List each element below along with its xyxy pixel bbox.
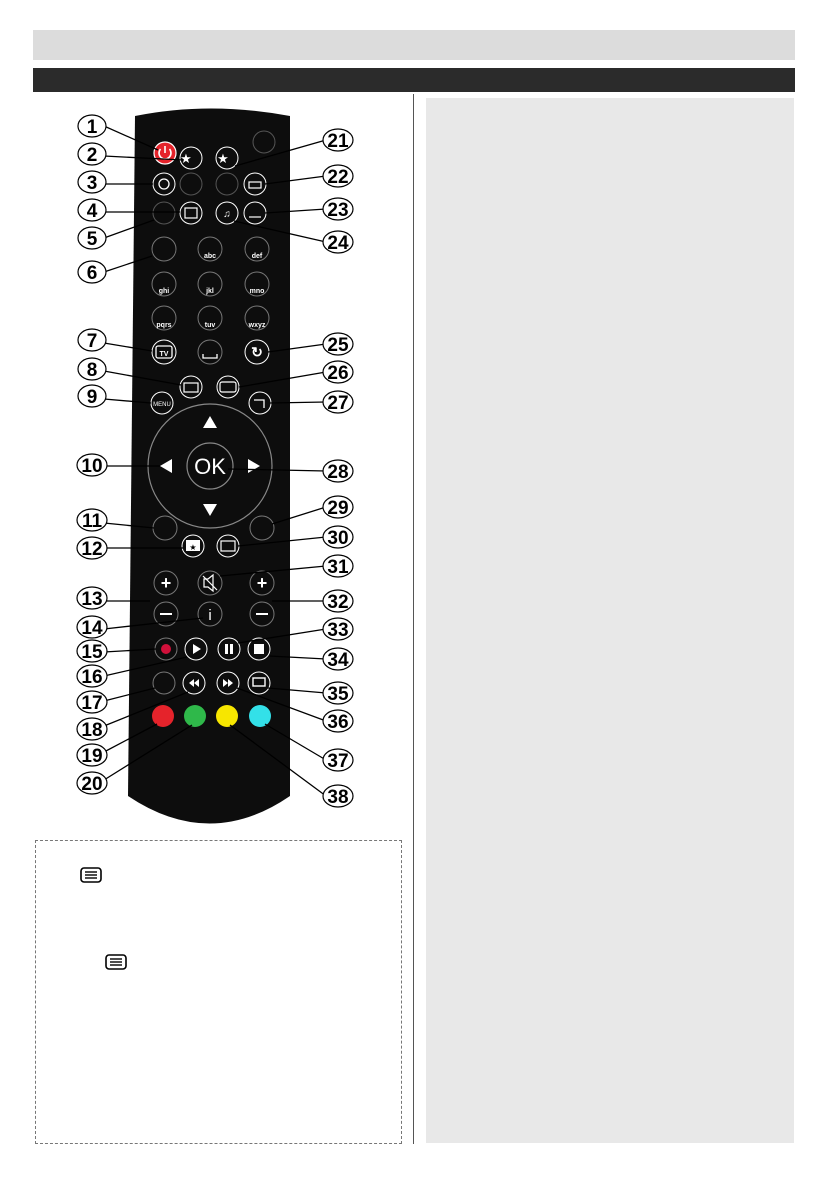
svg-text:★: ★	[217, 151, 229, 166]
svg-text:34: 34	[327, 650, 349, 671]
key-0[interactable]	[198, 340, 222, 364]
svg-text:9: 9	[86, 387, 98, 408]
refresh-icon: ↻	[251, 344, 263, 360]
swap-button[interactable]	[245, 340, 269, 364]
svg-text:36: 36	[327, 712, 349, 733]
callout-7	[78, 329, 106, 352]
svg-text:★: ★	[180, 151, 192, 166]
svg-text:10: 10	[81, 456, 103, 477]
tv-radio-button[interactable]	[180, 376, 202, 398]
svg-text:3: 3	[86, 173, 98, 194]
aspect-button[interactable]	[216, 173, 238, 195]
svg-text:37: 37	[327, 751, 349, 772]
callout-8	[78, 358, 106, 381]
quick-menu-button[interactable]	[153, 516, 177, 540]
power-button[interactable]	[154, 142, 176, 164]
fast-forward-button[interactable]	[217, 672, 239, 694]
header-bar	[33, 30, 795, 60]
svg-text:20: 20	[81, 774, 103, 795]
callout-9	[78, 385, 106, 408]
key-7[interactable]	[152, 306, 176, 330]
callout-27	[323, 391, 353, 414]
svg-text:31: 31	[327, 557, 349, 578]
svg-text:32: 32	[327, 592, 349, 613]
mute-button[interactable]	[198, 571, 222, 595]
pause-icon	[225, 644, 228, 654]
key-6[interactable]	[245, 272, 269, 296]
svg-text:22: 22	[327, 167, 349, 188]
volume-up-button[interactable]	[154, 571, 178, 595]
svg-text:wxyz: wxyz	[248, 322, 266, 329]
callout-36	[323, 710, 353, 733]
callout-5	[78, 227, 106, 250]
remote-figure	[0, 96, 410, 836]
svg-text:27: 27	[327, 393, 349, 414]
section-bar	[33, 68, 795, 92]
svg-text:30: 30	[327, 528, 349, 549]
svg-text:15: 15	[81, 642, 103, 663]
pause-button[interactable]	[218, 638, 240, 660]
green-button[interactable]	[184, 705, 206, 727]
callout-16	[77, 665, 107, 688]
menu-button[interactable]	[151, 392, 173, 414]
callout-17	[77, 691, 107, 714]
callout-19	[77, 744, 107, 767]
callout-15	[77, 640, 107, 663]
note-box	[35, 840, 402, 1144]
epg-button[interactable]	[250, 516, 274, 540]
cyan-button[interactable]	[249, 705, 271, 727]
blank-button[interactable]	[180, 173, 202, 195]
callout-14	[77, 616, 107, 639]
callout-22	[323, 165, 353, 188]
svg-text:14: 14	[81, 618, 103, 639]
subtitle-button[interactable]	[248, 672, 270, 694]
svg-text:i: i	[208, 607, 212, 624]
callout-35	[323, 682, 353, 705]
top-right-button[interactable]	[253, 131, 275, 153]
svg-text:35: 35	[327, 684, 349, 705]
teletext-icon	[80, 867, 102, 883]
red-button[interactable]	[152, 705, 174, 727]
yellow-button[interactable]	[216, 705, 238, 727]
callout-24	[323, 231, 353, 254]
svg-text:6: 6	[86, 263, 98, 284]
key-3[interactable]	[245, 237, 269, 261]
svg-text:OK: OK	[194, 454, 226, 479]
callout-18	[77, 718, 107, 741]
navigation-ring	[148, 404, 272, 528]
info-bars-button[interactable]	[180, 202, 202, 224]
web-button[interactable]	[153, 173, 175, 195]
play-button[interactable]	[185, 638, 207, 660]
sleep-button[interactable]	[244, 202, 266, 224]
svg-text:11: 11	[81, 511, 103, 532]
svg-text:2: 2	[86, 145, 98, 166]
callout-26	[323, 361, 353, 384]
callout-28	[323, 460, 353, 483]
program-down-button[interactable]	[250, 602, 274, 626]
source-button[interactable]	[244, 173, 266, 195]
svg-text:abc: abc	[203, 253, 217, 260]
svg-text:12: 12	[81, 539, 103, 560]
svg-text:1: 1	[86, 117, 98, 138]
svg-text:29: 29	[327, 498, 349, 519]
blank-media-button[interactable]	[153, 672, 175, 694]
svg-text:pqrs: pqrs	[156, 322, 172, 329]
callout-12	[77, 537, 107, 560]
svg-text:28: 28	[327, 462, 349, 483]
callout-37	[323, 749, 353, 772]
svg-text:18: 18	[81, 720, 103, 741]
callout-2	[78, 143, 106, 166]
key-2[interactable]	[198, 237, 222, 261]
svg-text:★: ★	[189, 543, 197, 552]
callout-30	[323, 526, 353, 549]
blank-button-2[interactable]	[153, 202, 175, 224]
callout-4	[78, 199, 106, 222]
svg-text:MENU: MENU	[153, 402, 171, 408]
record-button[interactable]	[155, 638, 177, 660]
svg-text:4: 4	[86, 201, 98, 222]
callouts-left	[77, 115, 107, 795]
svg-text:ghi: ghi	[158, 288, 170, 295]
keypad	[152, 237, 269, 330]
callout-31	[323, 555, 353, 578]
key-8[interactable]	[198, 306, 222, 330]
column-divider	[413, 94, 414, 1144]
callout-33	[323, 618, 353, 641]
svg-text:+: +	[160, 573, 172, 593]
svg-text:♫: ♫	[223, 209, 231, 220]
svg-text:mno: mno	[249, 288, 265, 295]
callout-21	[323, 129, 353, 152]
key-9[interactable]	[245, 306, 269, 330]
svg-text:33: 33	[327, 620, 349, 641]
callouts-right	[323, 129, 353, 808]
callout-20	[77, 772, 107, 795]
svg-text:TV: TV	[159, 351, 169, 358]
teletext-icon	[105, 954, 127, 970]
right-text-panel	[426, 98, 794, 1143]
callout-10	[77, 454, 107, 477]
key-4[interactable]	[152, 272, 176, 296]
ok-button[interactable]	[187, 443, 233, 489]
svg-text:38: 38	[327, 787, 349, 808]
callout-32	[323, 590, 353, 613]
callout-1	[78, 115, 106, 138]
svg-text:17: 17	[81, 693, 103, 714]
svg-text:+: +	[256, 573, 268, 593]
stop-icon	[254, 644, 264, 654]
svg-text:8: 8	[86, 360, 98, 381]
svg-text:24: 24	[327, 233, 349, 254]
key-5[interactable]	[198, 272, 222, 296]
callout-38	[323, 785, 353, 808]
tv-button[interactable]	[152, 340, 176, 364]
svg-text:13: 13	[81, 589, 103, 610]
callout-11	[77, 509, 107, 532]
callout-25	[323, 333, 353, 356]
screen-button[interactable]	[217, 535, 239, 557]
svg-text:jkl: jkl	[206, 288, 214, 295]
callout-29	[323, 496, 353, 519]
svg-text:23: 23	[327, 200, 349, 221]
favourites-folder-button[interactable]	[182, 535, 204, 557]
svg-text:def: def	[251, 253, 263, 260]
svg-text:19: 19	[81, 746, 103, 767]
svg-text:26: 26	[327, 363, 349, 384]
back-button[interactable]	[249, 392, 271, 414]
callout-6	[78, 261, 106, 284]
svg-text:5: 5	[86, 229, 98, 250]
callout-3	[78, 171, 106, 194]
svg-text:tuv: tuv	[204, 322, 216, 329]
svg-text:16: 16	[81, 667, 103, 688]
rewind-button[interactable]	[183, 672, 205, 694]
program-up-button[interactable]	[250, 571, 274, 595]
callout-23	[323, 198, 353, 221]
svg-text:21: 21	[327, 131, 349, 152]
info-button[interactable]	[198, 602, 222, 626]
svg-text:25: 25	[327, 335, 349, 356]
favourite-search-button[interactable]	[216, 147, 238, 169]
favourite-button[interactable]	[180, 147, 202, 169]
svg-text:7: 7	[86, 331, 98, 352]
teletext-button[interactable]	[217, 376, 239, 398]
key-1[interactable]	[152, 237, 176, 261]
callout-13	[77, 587, 107, 610]
callout-34	[323, 648, 353, 671]
